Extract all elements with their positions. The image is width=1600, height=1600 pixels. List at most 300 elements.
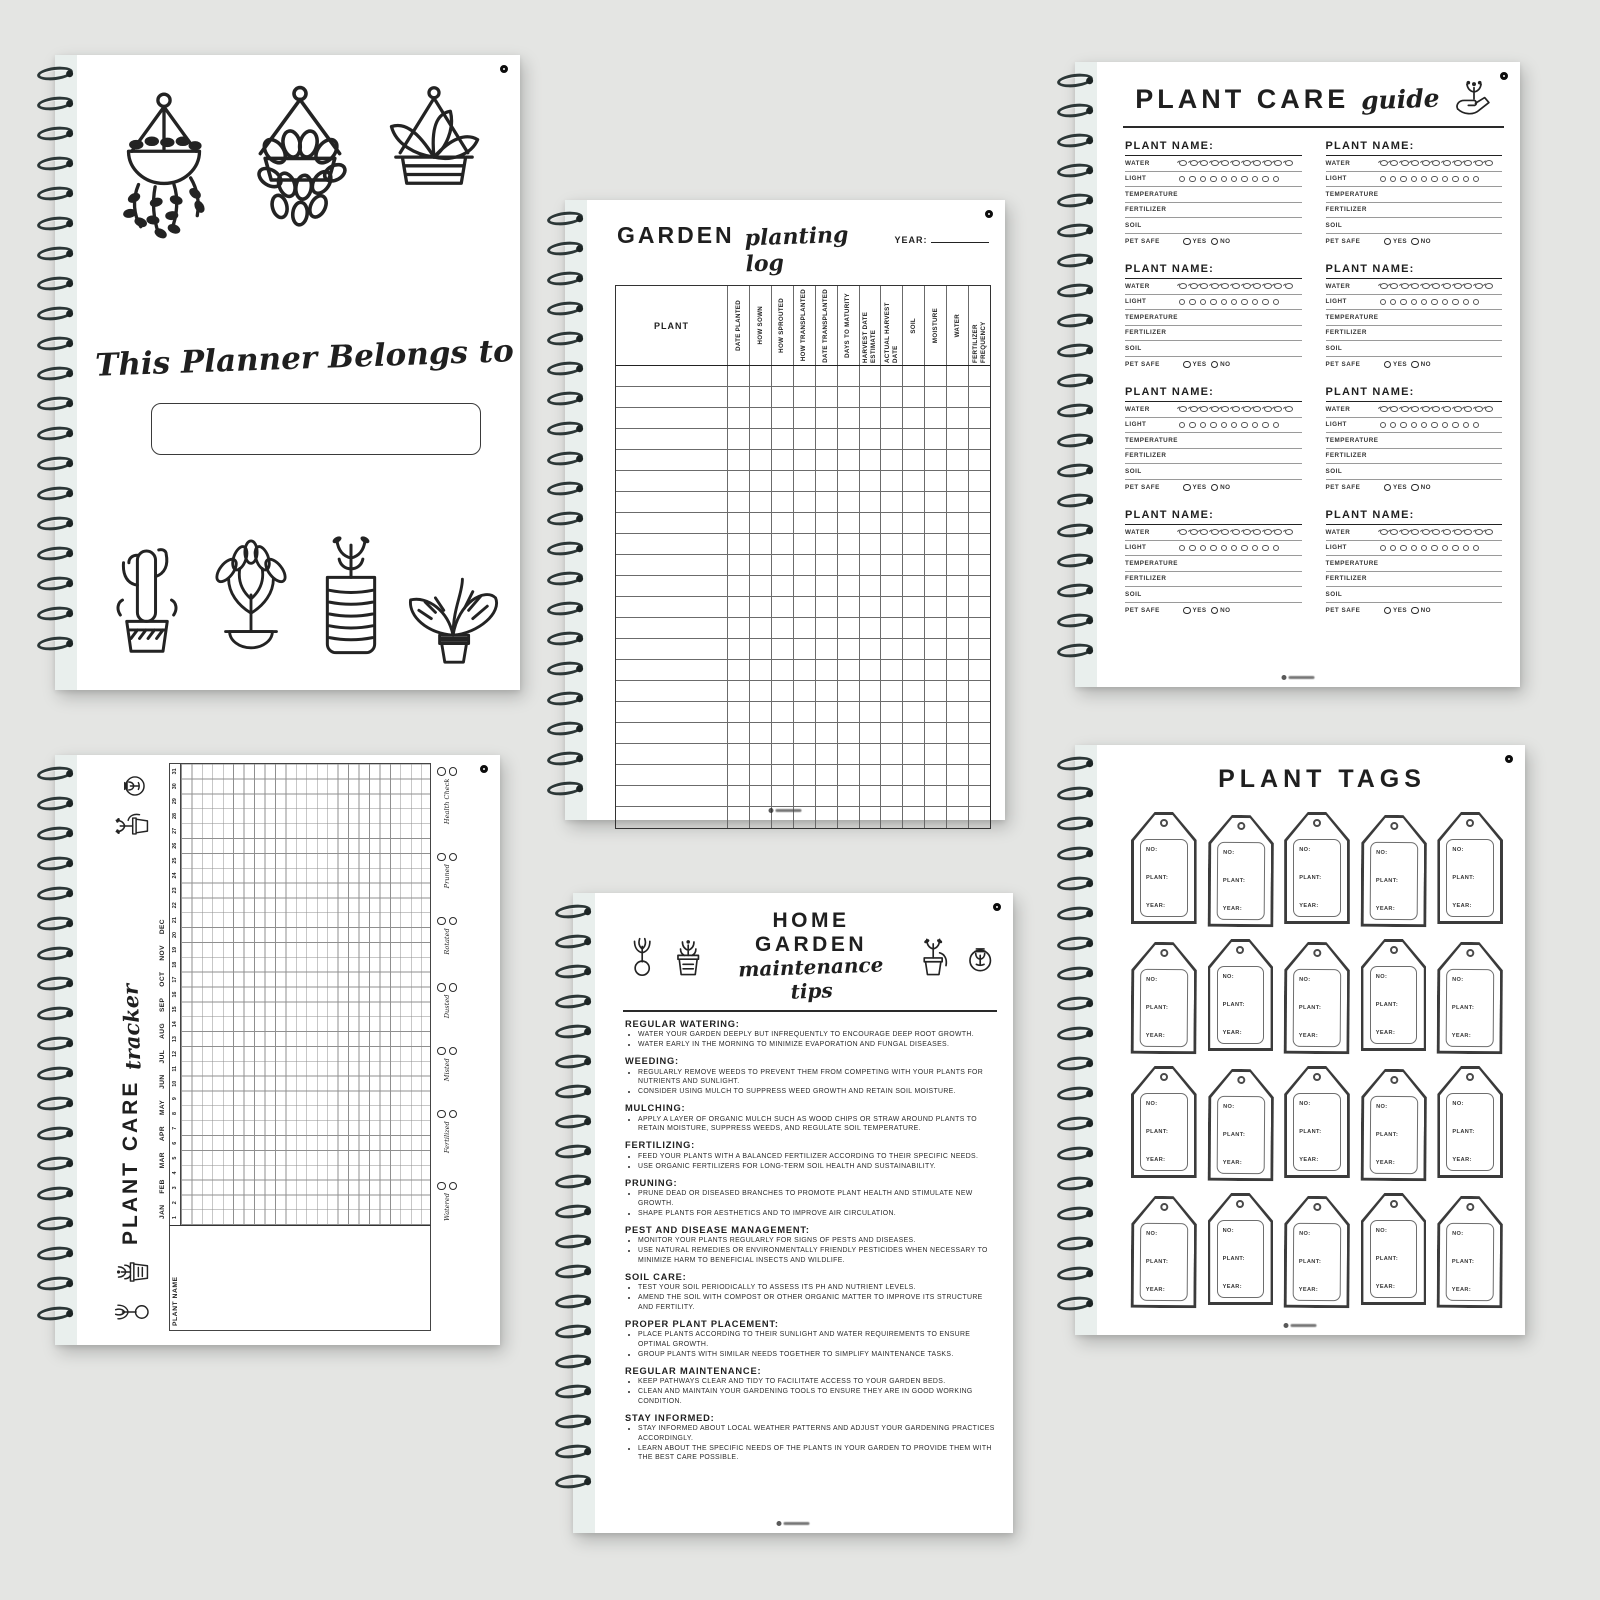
sun-circle-icon	[1390, 299, 1396, 305]
yes-radio	[1183, 484, 1191, 492]
watering-can-icon	[1285, 283, 1293, 289]
no-radio	[1411, 238, 1419, 246]
sun-circle-icon	[1189, 545, 1195, 551]
log-empty-row	[616, 660, 990, 681]
sun-circle-icon	[1380, 422, 1386, 428]
water-drop-icons	[1179, 406, 1296, 412]
tips-subtitle: maintenance tips	[737, 952, 884, 1004]
temperature-label: TEMPERATURE	[1325, 313, 1379, 321]
watering-can-icon	[1190, 529, 1198, 535]
activity-label: Fertilized	[443, 1121, 451, 1154]
sun-circle-icon	[1380, 176, 1386, 182]
watering-can-icon	[1200, 529, 1208, 535]
plant-name-label: PLANT NAME:	[1326, 507, 1503, 525]
watering-can-icon	[1264, 283, 1272, 289]
tip-bullet: • WATER YOUR GARDEN DEEPLY BUT INFREQUENTLY TO ENCOURAGE DEEP ROOT GROWTH.	[638, 1030, 995, 1040]
water-drop-icons	[1380, 529, 1497, 535]
log-empty-row	[616, 492, 990, 513]
yes-radio	[1384, 607, 1392, 615]
tag-hole	[1390, 946, 1398, 954]
day-number: 30	[172, 783, 178, 790]
day-number: 18	[172, 961, 178, 968]
plant-tag	[1131, 812, 1197, 924]
water-label: WATER	[1125, 528, 1150, 536]
pet-safe-label: PET SAFE	[1325, 483, 1361, 491]
sun-circle-icon	[1473, 545, 1479, 551]
plant-tag	[1208, 1193, 1274, 1305]
sun-circle-icon	[1431, 299, 1437, 305]
page-corner-mark	[500, 65, 508, 73]
day-number: 23	[172, 887, 178, 894]
tag-field-label: YEAR:	[1145, 1286, 1166, 1294]
no-label: NO	[1420, 237, 1432, 245]
day-number: 27	[172, 827, 178, 834]
tip-section-heading: MULCHING:	[625, 1103, 686, 1114]
sun-circle-icon	[1473, 422, 1479, 428]
fertilizer-label: FERTILIZER	[1325, 206, 1367, 214]
tag-field-label: YEAR:	[1452, 1157, 1472, 1163]
tip-bullet: • APPLY A LAYER OF ORGANIC MULCH SUCH AS WOOD CHIPS OR STRAW AROUND PLANTS TO RETAIN MOISTURE, SUPPRESS WEEDS, AND REGULATE SOIL TEMPERATURE.	[638, 1115, 995, 1134]
light-label: LIGHT	[1325, 421, 1347, 429]
month-label: JUL	[159, 1049, 166, 1064]
pet-safe-label: PET SAFE	[1125, 606, 1160, 614]
planting-log-table	[615, 285, 991, 829]
tag-field-label: NO:	[1146, 1230, 1158, 1237]
tag-field-label: PLANT:	[1146, 1129, 1169, 1135]
hand-holding-sprout-icon	[1452, 80, 1496, 118]
watering-can-icon	[1380, 406, 1388, 412]
activity-label: Watered	[443, 1193, 451, 1221]
sun-circle-icon	[1241, 422, 1247, 428]
tag-field-label: NO:	[1299, 847, 1311, 853]
watering-can-icon	[1411, 529, 1419, 535]
tip-bullet: • WATER EARLY IN THE MORNING TO MINIMIZE EVAPORATION AND FUNGAL DISEASES.	[638, 1040, 995, 1050]
log-column-header: ACTUAL HARVEST DATE	[881, 286, 903, 365]
sun-circle-icon	[1241, 299, 1247, 305]
day-number: 25	[172, 857, 178, 864]
watering-can-icon	[1211, 160, 1219, 166]
care-guide-grid	[1125, 138, 1502, 618]
activity-circle	[449, 1110, 458, 1119]
sun-circle-icon	[1179, 422, 1185, 428]
watering-can-icon	[1485, 283, 1493, 289]
watering-can-icon	[1454, 529, 1462, 535]
tracker-grid	[180, 763, 431, 1225]
log-column-header: DATE PLANTED	[728, 286, 750, 365]
page-plant-tags	[1075, 745, 1525, 1335]
soil-label: SOIL	[1125, 590, 1142, 598]
owner-name-field	[151, 403, 481, 455]
tag-field-label: NO:	[1375, 1228, 1388, 1234]
sun-circle-icon	[1231, 299, 1237, 305]
tag-field-label: PLANT:	[1452, 1004, 1475, 1012]
temperature-label: TEMPERATURE	[1325, 190, 1379, 198]
log-empty-row	[616, 681, 990, 702]
watering-can-icon	[1190, 283, 1198, 289]
tag-field-label: NO:	[1299, 1230, 1311, 1237]
fertilizer-label: FERTILIZER	[1125, 575, 1167, 583]
watering-can-icon	[1464, 283, 1472, 289]
tracker-title: PLANT CARE	[119, 1079, 142, 1245]
tag-field-label: NO:	[1146, 976, 1158, 983]
sun-circle-icon	[1473, 299, 1479, 305]
log-empty-row	[616, 555, 990, 576]
light-label: LIGHT	[1325, 544, 1347, 552]
sun-circle-icon	[1210, 422, 1216, 428]
watering-can-icon	[1243, 406, 1251, 412]
light-label: LIGHT	[1125, 421, 1147, 429]
tag-field-label: YEAR:	[1146, 1157, 1166, 1163]
sun-circle-icon	[1380, 545, 1386, 551]
no-radio	[1211, 484, 1219, 492]
sun-circle-icon	[1463, 422, 1469, 428]
tag-field-label: NO:	[1375, 1103, 1388, 1110]
page-planting-log	[565, 200, 1005, 820]
sun-circle-icon	[1452, 545, 1458, 551]
sun-circle-icon	[1411, 176, 1417, 182]
plant-care-block	[1125, 261, 1302, 372]
watering-can-icon	[1200, 160, 1208, 166]
sun-circle-icon	[1421, 422, 1427, 428]
water-drop-icons	[1179, 529, 1296, 535]
pet-safe-label: PET SAFE	[1325, 606, 1361, 614]
day-number: 13	[172, 1036, 178, 1043]
day-number: 15	[172, 1006, 178, 1013]
yes-label: YES	[1393, 237, 1408, 245]
sun-circle-icon	[1221, 299, 1227, 305]
tag-field-label: NO:	[1452, 847, 1464, 853]
watering-can-icon	[1432, 160, 1440, 166]
tip-section-heading: SOIL CARE:	[625, 1271, 687, 1282]
watering-can-icon	[1274, 529, 1282, 535]
watering-can-icon	[1485, 529, 1493, 535]
tag-field-label: NO:	[1299, 1101, 1311, 1107]
no-radio	[1411, 361, 1419, 369]
temperature-label: TEMPERATURE	[1125, 436, 1178, 444]
watering-can-icon	[1464, 160, 1472, 166]
sun-circle-icon	[1179, 545, 1185, 551]
watering-can-icon	[1190, 406, 1198, 412]
day-number: 19	[172, 946, 178, 953]
sun-circle-icon	[1442, 176, 1448, 182]
no-radio	[1211, 607, 1219, 615]
tip-bullet: • PLACE PLANTS ACCORDING TO THEIR SUNLIGHT AND WATER REQUIREMENTS TO ENSURE OPTIMAL GROWTH.	[638, 1330, 995, 1349]
watering-can-icon	[1232, 160, 1240, 166]
watering-can-icon	[1411, 160, 1419, 166]
no-label: NO	[1420, 483, 1432, 491]
plant-tag	[1208, 939, 1274, 1051]
tag-hole	[1237, 822, 1245, 830]
tracker-doodles-right	[111, 769, 151, 843]
tracker-doodles-left	[111, 1255, 151, 1329]
jar-plant-icon	[961, 933, 999, 979]
no-radio	[1411, 484, 1419, 492]
plant-tag	[1207, 815, 1273, 927]
watering-can-icon	[1253, 160, 1261, 166]
plant-name-label: PLANT NAME:	[1326, 261, 1503, 279]
activity-circle	[449, 1047, 458, 1056]
sun-circle-icon	[1252, 545, 1258, 551]
tag-field-label: PLANT:	[1299, 1258, 1322, 1266]
sun-circle-icon	[1390, 545, 1396, 551]
tag-field-label: PLANT:	[1145, 1258, 1169, 1266]
sun-circle-icon	[1179, 176, 1185, 182]
yes-radio	[1183, 361, 1191, 369]
activity-label: Pruned	[443, 864, 451, 889]
month-label: MAR	[159, 1152, 166, 1169]
sun-circle-icon	[1252, 176, 1258, 182]
day-number: 3	[172, 1186, 178, 1190]
plant-care-block	[1326, 507, 1503, 618]
tip-section-heading: REGULAR WATERING:	[625, 1018, 740, 1029]
pet-safe-label: PET SAFE	[1325, 237, 1361, 245]
tip-section-heading: STAY INFORMED:	[625, 1412, 715, 1423]
tip-section-heading: PEST AND DISEASE MANAGEMENT:	[625, 1224, 810, 1235]
plant-name-label: PLANT NAME:	[1326, 384, 1503, 402]
sun-circle-icon	[1431, 176, 1437, 182]
tag-hole	[1390, 1076, 1398, 1084]
tag-field-label: YEAR:	[1299, 903, 1319, 909]
log-column-header: MOISTURE	[925, 286, 947, 365]
year-field	[931, 233, 989, 243]
log-column-header: HOW TRANSPLANTED	[794, 286, 816, 365]
tracker-rotated-content	[101, 763, 485, 1331]
no-radio	[1211, 238, 1219, 246]
tip-bullet: • GROUP PLANTS WITH SIMILAR NEEDS TOGETHER TO SIMPLIFY MAINTENANCE TASKS.	[638, 1350, 995, 1360]
tip-bullet: • STAY INFORMED ABOUT LOCAL WEATHER PATTERNS AND ADJUST YOUR GARDENING PRACTICES ACCORDINGLY.	[638, 1424, 995, 1443]
tag-field-label: NO:	[1146, 847, 1158, 853]
watering-can-icon	[1422, 406, 1430, 412]
tip-bullet: • AMEND THE SOIL WITH COMPOST OR OTHER ORGANIC MATTER TO IMPROVE ITS STRUCTURE AND FERTILITY.	[638, 1293, 995, 1312]
sun-circle-icon	[1473, 176, 1479, 182]
light-label: LIGHT	[1125, 175, 1147, 183]
tag-field-label: PLANT:	[1375, 1131, 1399, 1139]
succulent-pot-icon	[669, 933, 707, 979]
activity-circle	[437, 1110, 446, 1119]
drooping-pot-plant-icon	[914, 933, 952, 979]
soil-label: SOIL	[1325, 467, 1343, 475]
tag-field-label: PLANT:	[1222, 877, 1245, 885]
watering-can-icon	[1432, 283, 1440, 289]
plant-tag	[1131, 1196, 1197, 1308]
watering-can-icon	[1380, 283, 1388, 289]
activity-label: Rotated	[443, 928, 451, 955]
no-label: NO	[1220, 237, 1231, 245]
log-column-header: HARVEST DATE ESTIMATE	[860, 286, 882, 365]
watering-can-icon	[1380, 160, 1388, 166]
tracker-months	[159, 919, 166, 1219]
temperature-label: TEMPERATURE	[1325, 436, 1379, 444]
log-empty-row	[616, 786, 990, 807]
day-number: 21	[172, 917, 178, 924]
tracker-activities	[437, 767, 457, 1221]
watering-can-icon	[1253, 283, 1261, 289]
fertilizer-label: FERTILIZER	[1325, 329, 1367, 337]
light-label: LIGHT	[1125, 544, 1147, 552]
temperature-label: TEMPERATURE	[1125, 559, 1178, 567]
tag-field-label: NO:	[1375, 974, 1388, 980]
plant-tag	[1131, 942, 1197, 1054]
water-label: WATER	[1125, 282, 1150, 290]
activity-circle	[437, 1182, 446, 1191]
tip-bullet: • PRUNE DEAD OR DISEASED BRANCHES TO PROMOTE PLANT HEALTH AND STIMULATE NEW GROWTH.	[638, 1189, 995, 1208]
tag-hole	[1390, 822, 1398, 830]
tag-field-label: PLANT:	[1145, 1004, 1169, 1012]
log-empty-row	[616, 387, 990, 408]
sun-circle-icon	[1241, 176, 1247, 182]
water-drop-icons	[1380, 283, 1497, 289]
sun-circle-icon	[1262, 176, 1268, 182]
watering-can-icon	[1422, 283, 1430, 289]
page-corner-mark	[1505, 755, 1513, 763]
watering-can-icon	[1401, 529, 1409, 535]
sun-circle-icon	[1189, 176, 1195, 182]
plant-care-block	[1125, 384, 1302, 495]
plant-tag	[1437, 1196, 1503, 1308]
sun-circle-icon	[1463, 545, 1469, 551]
day-number: 20	[172, 931, 178, 938]
watering-can-icon	[1221, 529, 1229, 535]
sun-circle-icon	[1231, 422, 1237, 428]
yes-label: YES	[1192, 483, 1207, 491]
watering-can-icon	[1390, 283, 1398, 289]
light-circle-icons	[1380, 299, 1484, 305]
watering-can-icon	[1422, 529, 1430, 535]
tip-bullet: • CONSIDER USING MULCH TO SUPPRESS WEED GROWTH AND RETAIN SOIL MOISTURE.	[638, 1087, 995, 1097]
tag-field-label: YEAR:	[1298, 1286, 1319, 1294]
tip-bullet: • MONITOR YOUR PLANTS REGULARLY FOR SIGNS OF PESTS AND DISEASES.	[638, 1236, 995, 1246]
sun-circle-icon	[1221, 176, 1227, 182]
brand-logo	[777, 1521, 810, 1526]
watering-can-icon	[1200, 406, 1208, 412]
watering-can-icon	[1221, 160, 1229, 166]
day-number: 1	[172, 1216, 178, 1220]
tips-title: HOME GARDEN	[754, 909, 867, 956]
hanging-plant-bushy-icon	[234, 71, 366, 277]
log-empty-row	[616, 513, 990, 534]
sun-circle-icon	[1200, 176, 1206, 182]
watering-can-icon	[1243, 160, 1251, 166]
tag-field-label: NO:	[1222, 1228, 1235, 1234]
day-number: 24	[172, 872, 178, 879]
no-label: NO	[1220, 483, 1231, 491]
tag-field-label: NO:	[1452, 1230, 1465, 1237]
activity-circle	[437, 1047, 446, 1056]
watering-can-icon	[1211, 406, 1219, 412]
tag-hole	[1160, 949, 1168, 957]
sun-circle-icon	[1200, 545, 1206, 551]
tracker-subtitle: tracker	[117, 983, 145, 1071]
fertilizer-label: FERTILIZER	[1325, 575, 1367, 583]
plant-name-label: PLANT NAME:	[1326, 138, 1503, 156]
log-column-header: DAYS TO MATURITY	[838, 286, 860, 365]
activity-checkbox-group	[437, 917, 457, 955]
tag-hole	[1390, 1200, 1398, 1208]
watering-can-icon	[1243, 283, 1251, 289]
sun-circle-icon	[1431, 545, 1437, 551]
yes-radio	[1183, 607, 1191, 615]
divider	[1123, 126, 1504, 128]
watering-can-icon	[1390, 406, 1398, 412]
activity-circle	[437, 917, 446, 926]
plant-care-block	[1326, 384, 1503, 495]
sun-circle-icon	[1463, 176, 1469, 182]
day-number: 28	[172, 812, 178, 819]
plant-tag	[1284, 942, 1350, 1054]
activity-circle	[449, 917, 458, 926]
month-label: DEC	[159, 919, 166, 935]
water-drop-icons	[1380, 160, 1497, 166]
plant-tag	[1361, 939, 1427, 1051]
tag-hole	[1236, 946, 1244, 954]
sun-circle-icon	[1400, 299, 1406, 305]
hanging-plant-trailing-icon	[103, 71, 225, 287]
plant-tag	[1360, 1069, 1426, 1181]
page-care-guide	[1075, 62, 1520, 687]
watering-can-icon	[1443, 283, 1451, 289]
tip-bullet: • CLEAN AND MAINTAIN YOUR GARDENING TOOLS TO ENSURE THEY ARE IN GOOD WORKING CONDITION.	[638, 1387, 995, 1406]
sun-circle-icon	[1273, 422, 1279, 428]
plant-tags-title: PLANT TAGS	[1218, 765, 1426, 793]
tag-field-label: PLANT:	[1299, 1129, 1322, 1135]
tracker-plant-name-column	[169, 1225, 431, 1331]
tip-bullet: • USE ORGANIC FERTILIZERS FOR LONG-TERM SOIL HEALTH AND SUSTAINABILITY.	[638, 1162, 995, 1172]
yes-label: YES	[1393, 483, 1408, 491]
brand-logo	[769, 808, 802, 813]
page-corner-mark	[1500, 72, 1508, 80]
watering-can-icon	[1179, 529, 1187, 535]
tag-field-label: YEAR:	[1298, 1032, 1319, 1040]
log-empty-row	[616, 576, 990, 597]
plant-tag	[1437, 1066, 1503, 1178]
watering-can-icon	[1485, 160, 1493, 166]
yes-label: YES	[1393, 606, 1408, 614]
tags-grid	[1131, 812, 1503, 1305]
sun-circle-icon	[1273, 176, 1279, 182]
sun-circle-icon	[1411, 299, 1417, 305]
tip-bullet: • KEEP PATHWAYS CLEAR AND TIDY TO FACILITATE ACCESS TO YOUR GARDEN BEDS.	[638, 1377, 995, 1387]
page-maintenance-tips	[573, 893, 1013, 1533]
tip-section-heading: REGULAR MAINTENANCE:	[625, 1365, 762, 1376]
tag-field-label: YEAR:	[1222, 1159, 1242, 1167]
pet-safe-label: PET SAFE	[1125, 360, 1160, 368]
sun-circle-icon	[1221, 422, 1227, 428]
sun-circle-icon	[1463, 299, 1469, 305]
care-guide-title: PLANT CARE	[1135, 83, 1350, 114]
fertilizer-label: FERTILIZER	[1125, 329, 1167, 337]
log-empty-row	[616, 807, 990, 828]
sun-circle-icon	[1210, 176, 1216, 182]
tip-section-heading: PROPER PLANT PLACEMENT:	[625, 1318, 779, 1329]
log-empty-row	[616, 408, 990, 429]
activity-checkbox-group	[437, 767, 457, 824]
tag-hole	[1466, 1073, 1474, 1081]
no-radio	[1211, 361, 1219, 369]
activity-circle	[449, 983, 458, 992]
watering-can-icon	[1232, 406, 1240, 412]
watering-can-icon	[1221, 406, 1229, 412]
activity-circle	[449, 853, 458, 862]
month-label: JAN	[159, 1204, 166, 1219]
pet-safe-label: PET SAFE	[1125, 237, 1160, 245]
tip-section-heading: WEEDING:	[625, 1056, 679, 1067]
no-label: NO	[1220, 606, 1231, 614]
activity-circle	[449, 1182, 458, 1191]
sun-circle-icon	[1442, 545, 1448, 551]
water-label: WATER	[1125, 405, 1150, 413]
tips-sections	[625, 1019, 995, 1463]
tag-field-label: YEAR:	[1145, 1032, 1166, 1040]
